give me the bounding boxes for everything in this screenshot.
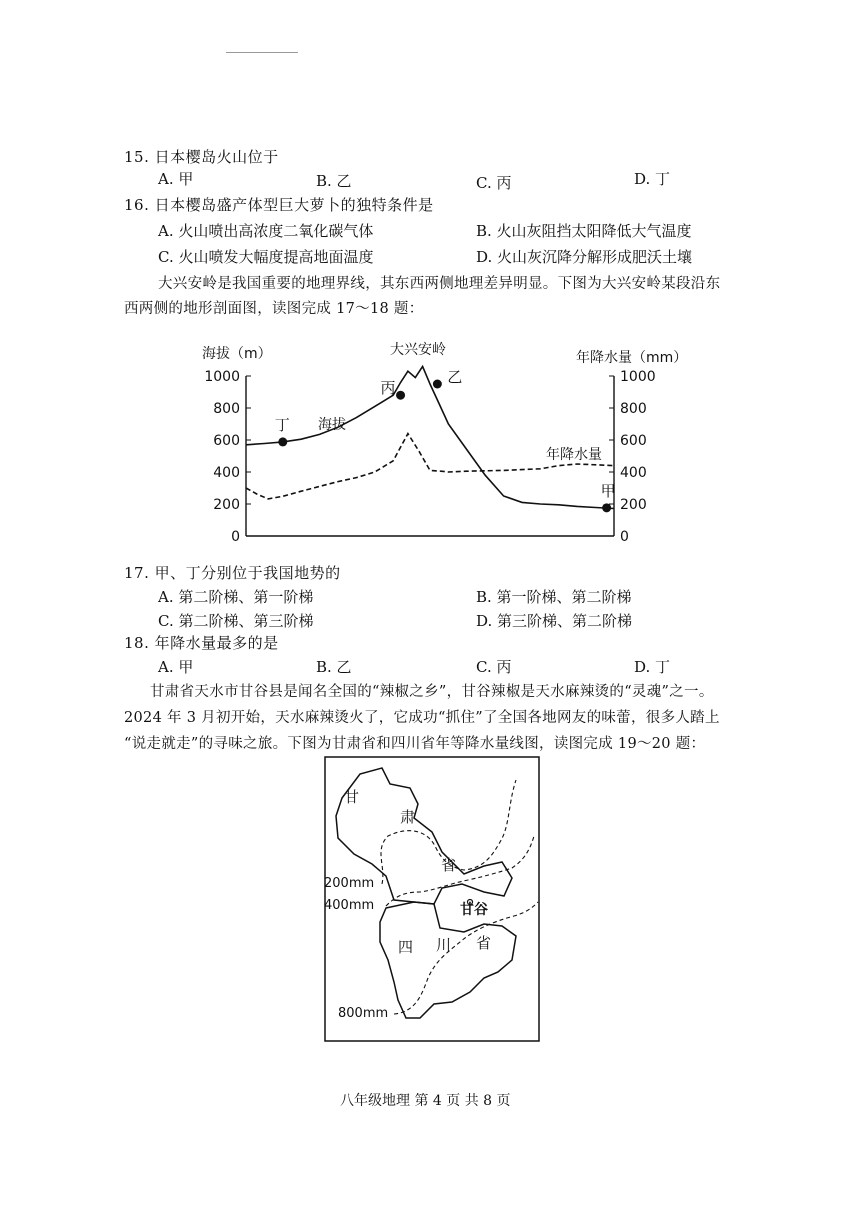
right-tick-label: 600 xyxy=(620,433,647,449)
passage2-line3: “说走就走”的寻味之旅。下图为甘肃省和四川省年等降水量线图，读图完成 19～20 题： xyxy=(124,736,706,752)
q16-stem: 16. 日本樱岛盛产体型巨大萝卜的独特条件是 xyxy=(124,196,434,214)
label-gangu: 甘谷 xyxy=(460,902,488,918)
q17-option-a: A. 第二阶梯、第一阶梯 xyxy=(158,588,314,606)
q18-option-d: D. 丁 xyxy=(634,658,671,676)
elevation-line xyxy=(246,366,614,508)
q16-option-b: B. 火山灰阻挡太阳降低大气温度 xyxy=(476,222,692,240)
q17-option-d: D. 第三阶梯、第二阶梯 xyxy=(476,612,633,630)
q15-option-a: A. 甲 xyxy=(158,170,194,188)
q16-option-d: D. 火山灰沉降分解形成肥沃土壤 xyxy=(476,248,693,266)
sichuan-outline xyxy=(380,902,516,1018)
point-marker-乙 xyxy=(433,380,442,389)
q18-option-a: A. 甲 xyxy=(158,658,194,676)
passage2-line1: 甘肃省天水市甘谷县是闻名全国的“辣椒之乡”，甘谷辣椒是天水麻辣烫的“灵魂”之一。 xyxy=(150,684,714,700)
q17-stem: 17. 甲、丁分别位于我国地势的 xyxy=(124,564,341,582)
left-tick-label: 400 xyxy=(213,465,240,481)
q18-option-b: B. 乙 xyxy=(316,658,352,676)
right-tick-label: 800 xyxy=(620,401,647,417)
point-marker-丁 xyxy=(278,437,287,446)
elevation-series-label: 海拔 xyxy=(318,417,346,433)
passage1-line1: 大兴安岭是我国重要的地理界线，其东西两侧地理差异明显。下图为大兴安岭某段沿东 xyxy=(158,276,721,292)
label-sheng-sichuan: 省 xyxy=(476,934,492,952)
top-rule xyxy=(226,52,298,53)
label-su: 肃 xyxy=(400,808,416,826)
isoline-label-400: 400mm xyxy=(324,898,375,913)
right-axis-label: 年降水量（mm） xyxy=(576,350,688,366)
left-axis-label: 海拔（m） xyxy=(202,346,272,362)
passage1-line2: 西两侧的地形剖面图，读图完成 17～18 题： xyxy=(124,301,424,317)
precipitation-line xyxy=(246,434,614,499)
left-tick-label: 600 xyxy=(213,433,240,449)
left-tick-label: 1000 xyxy=(204,369,240,385)
q15-option-c: C. 丙 xyxy=(476,174,512,192)
q18-option-c: C. 丙 xyxy=(476,658,512,676)
isoline-label-800: 800mm xyxy=(338,1006,389,1021)
right-tick-label: 400 xyxy=(620,465,647,481)
q15-option-d: D. 丁 xyxy=(634,170,671,188)
label-si: 四 xyxy=(398,938,414,956)
label-gan: 甘 xyxy=(344,788,360,806)
q17-option-c: C. 第二阶梯、第三阶梯 xyxy=(158,612,314,630)
isoline-800mm xyxy=(394,902,538,1014)
q16-option-a: A. 火山喷出高浓度二氧化碳气体 xyxy=(158,222,374,240)
right-tick-label: 1000 xyxy=(620,369,656,385)
terrain-profile-chart xyxy=(190,332,688,554)
label-sheng-gansu: 省 xyxy=(441,856,457,874)
left-tick-label: 200 xyxy=(213,497,240,513)
right-tick-label: 0 xyxy=(620,529,629,545)
point-label-丁: 丁 xyxy=(274,415,290,434)
point-marker-丙 xyxy=(396,391,405,400)
point-label-甲: 甲 xyxy=(600,481,616,500)
peak-label: 大兴安岭 xyxy=(390,342,446,358)
isoline-label-200: 200mm xyxy=(324,876,375,891)
passage2-line2: 2024 年 3 月初开始，天水麻辣烫火了，它成功“抓住”了全国各地网友的味蕾，很多人踏上 xyxy=(124,710,720,726)
q18-stem: 18. 年降水量最多的是 xyxy=(124,634,279,652)
point-label-丙: 丙 xyxy=(380,379,396,398)
label-chuan: 川 xyxy=(436,936,452,954)
point-label-乙: 乙 xyxy=(447,368,463,386)
point-marker-甲 xyxy=(602,503,611,512)
q15-option-b: B. 乙 xyxy=(316,172,352,190)
left-tick-label: 800 xyxy=(213,401,240,417)
precipitation-series-label: 年降水量 xyxy=(546,447,602,463)
right-tick-label: 200 xyxy=(620,497,647,513)
q15-stem: 15. 日本樱岛火山位于 xyxy=(124,148,279,166)
page-footer: 八年级地理 第 4 页 共 8 页 xyxy=(340,1093,511,1109)
q17-option-b: B. 第一阶梯、第二阶梯 xyxy=(476,588,632,606)
left-tick-label: 0 xyxy=(231,529,240,545)
q16-option-c: C. 火山喷发大幅度提高地面温度 xyxy=(158,248,374,266)
